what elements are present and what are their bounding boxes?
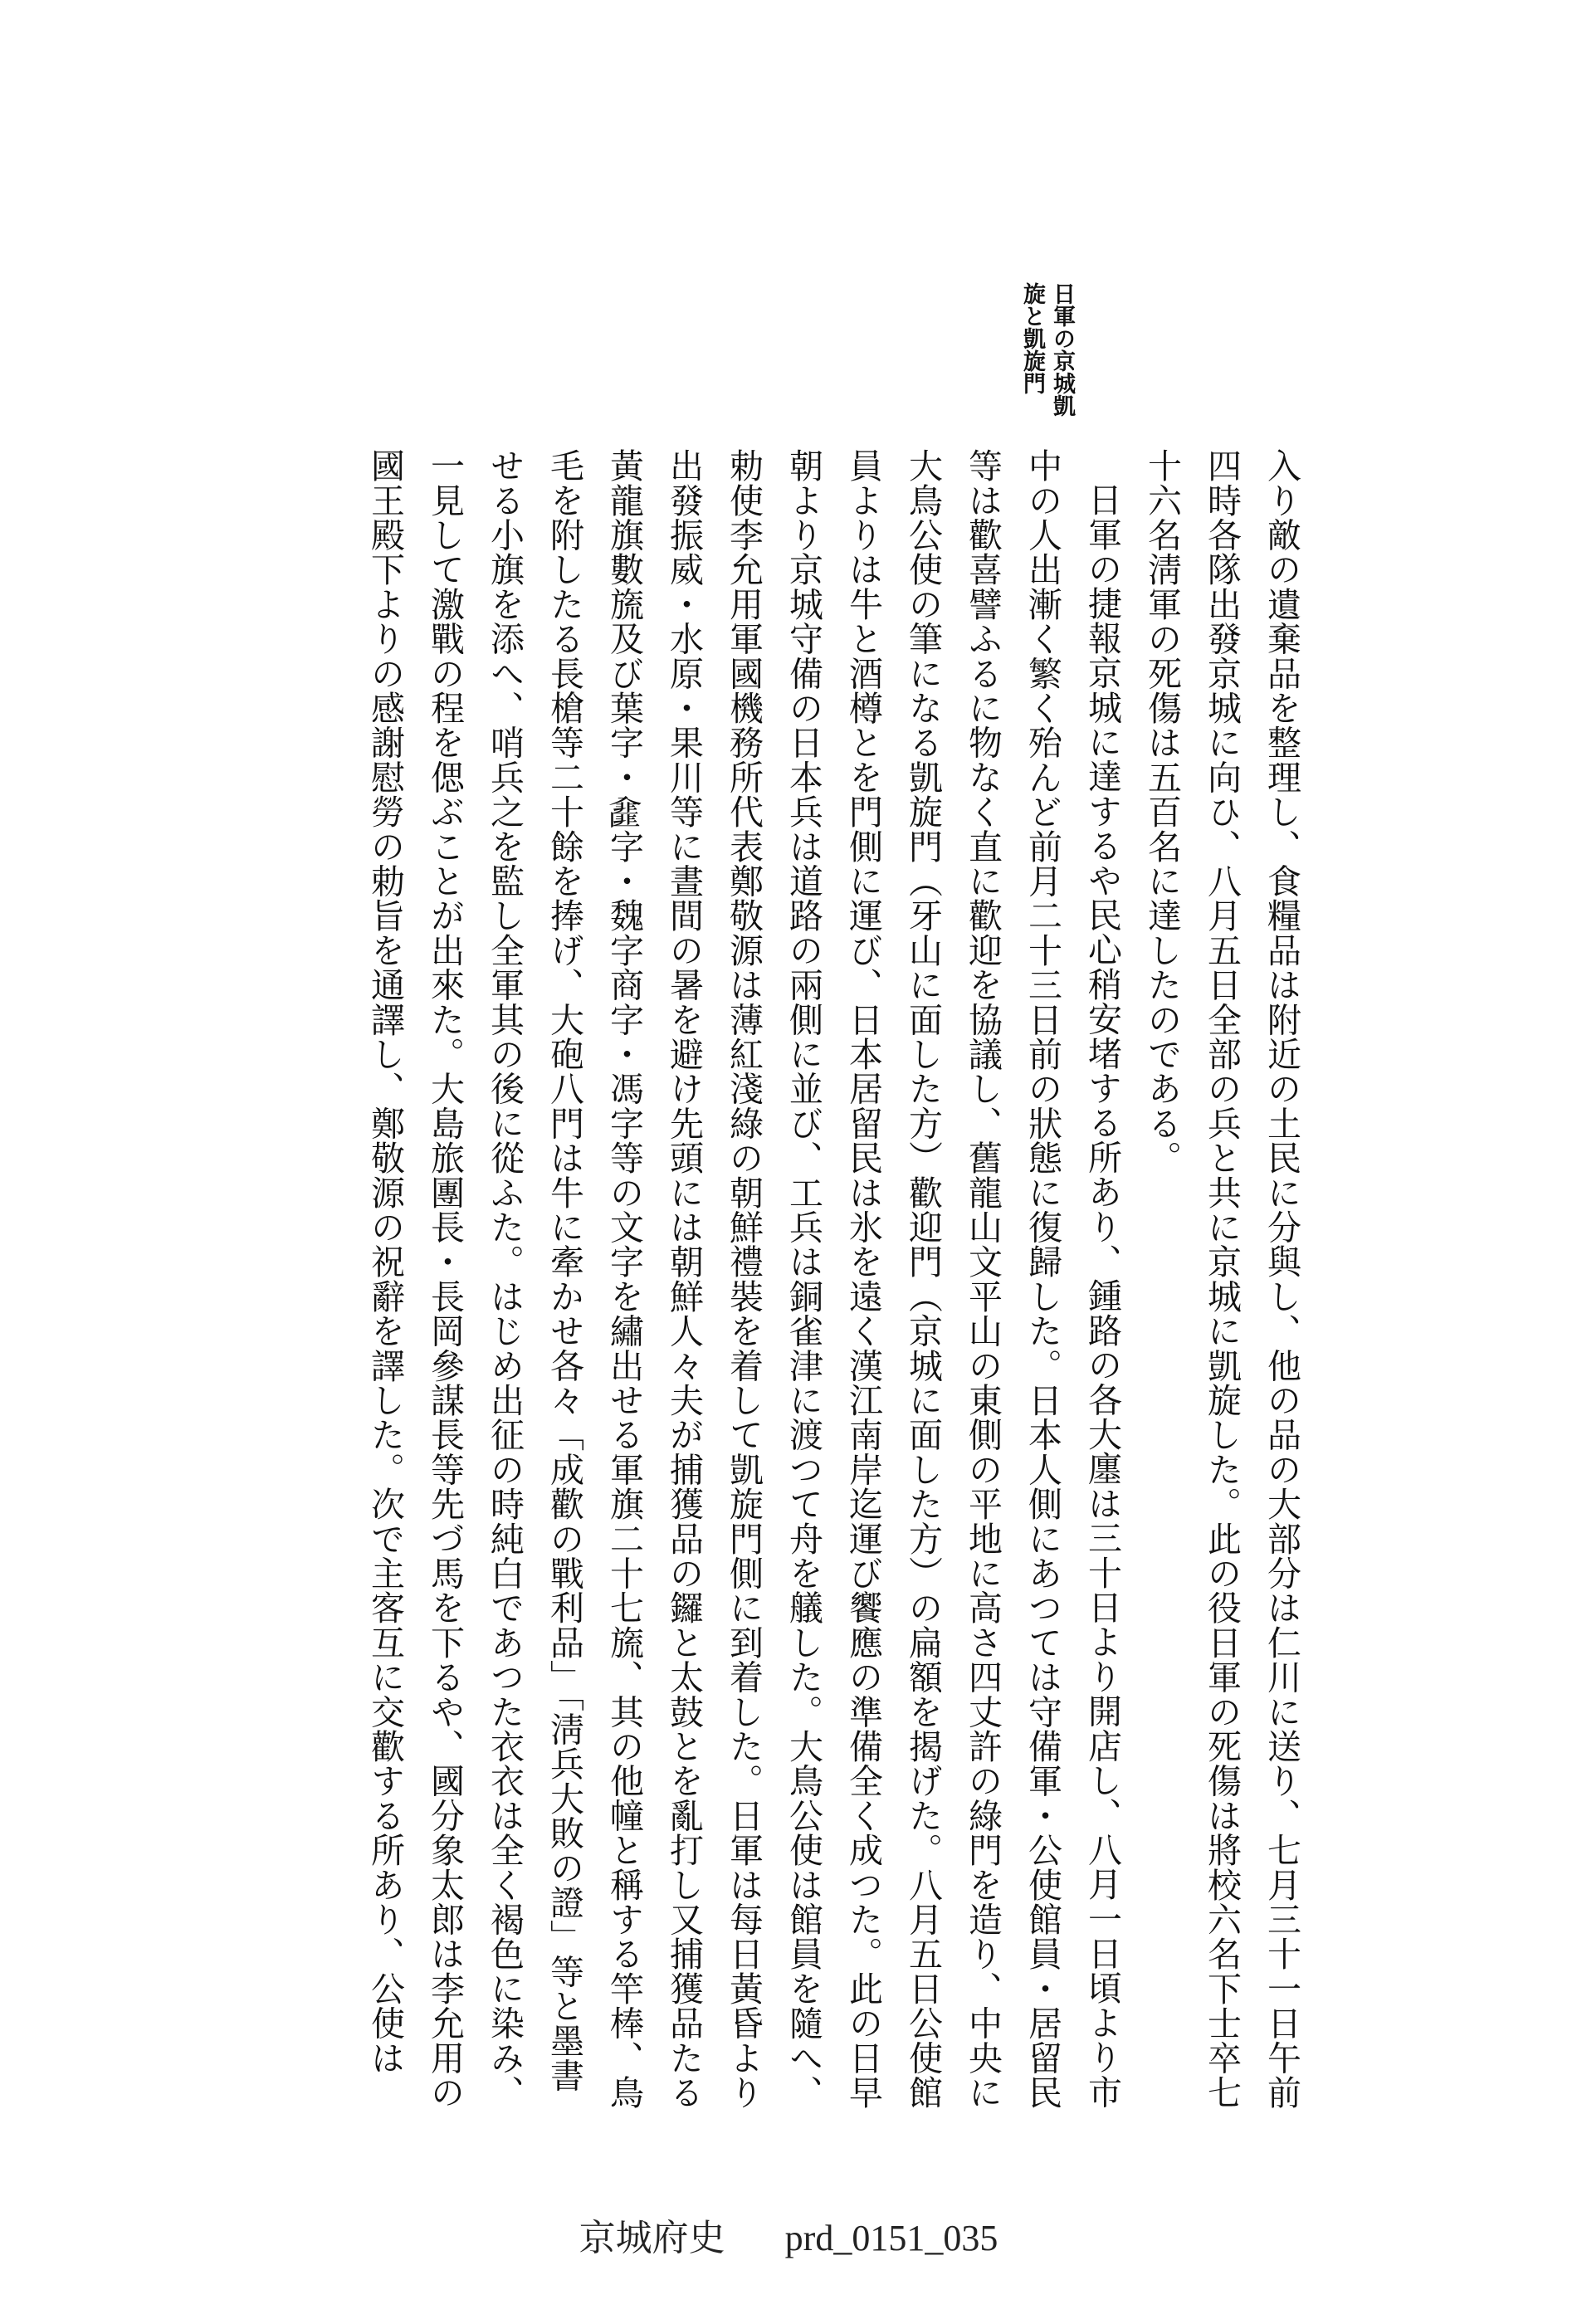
body-text [274, 448, 1311, 2125]
footer-page-code: prd_0151_035 [784, 2218, 998, 2258]
paragraph-1: 入り敵の遺棄品を整理し、食糧品は附近の土民に分與し、他の品の大部分は仁川に送り、七月三十一日午前四時各隊出發京城に向ひ、八月五日全部の兵と共に京城に凱旋した。此の役日軍の死傷は將校六名下士卒七十六名淸軍の死傷は五百名に達したのである。 [1142, 448, 1301, 2110]
side-heading: 日軍の京城凱旋と凱旋門 [1019, 282, 1075, 417]
footer-title: 京城府史 [579, 2218, 725, 2258]
paragraph-2: 日軍の捷報京城に達するや民心稍安堵する所あり、鍾路の各大廛は三十日より開店し、八月一日頃より市中の人出漸く繁く殆んど前月二十三日前の狀態に復歸した。日本人側にあつては守備軍・公使館員・居留民等は歡喜譬ふるに物なく直に歡迎を協議し、舊龍山文平山の東側の平地に高さ四丈許の綠門を造り、中央に大鳥公使の筆になる凱旋門（牙山に面した方）歡迎門（京城に面した方）の扁額を揭げた。八月五日公使館員よりは牛と酒樽とを門側に運び、日本居留民は氷を遠く漢江南岸迄運び饗應の準備全く成つた。此の日早朝より京城守備の日本兵は道路の兩側に並び、工兵は銅雀津に渡つて舟を艤した。大鳥公使は館員を隨へ、勅使李允用軍國機務所代表鄭敬源は薄紅淺綠の朝鮮禮裝を着して凱旋門側に到着した。日軍は每日黃昏より出發振威・水原・果川等に晝間の暑を避け先頭には朝鮮人々夫が捕獲品の鑼と太鼓とを亂打し又捕獲品たる黃龍旗數旒及び葉字・𠓿字・魏字商字・馮字等の文字を繡出せる軍旗二十七旒、其の他幢と稱する竿棒、鳥毛を附したる長槍等二十餘を捧げ、大砲八門は牛に牽かせ各々「成歡の戰利品」「淸兵大敗の證」等と墨書せる小旗を添へ、哨兵之を監し全軍其の後に從ふた。はじめ出征の時純白であつた衣衣は全く褐色に染み、一見して激戰の程を偲ぶことが出來た。大島旅團長・長岡參謀長等先づ馬を下るや、國分象太郎は李允用の國王殿下よりの感謝慰勞の勅旨を通譯し、鄭敬源の祝辭を譯した。次で主客互に交歡する所あり、公使は [365, 448, 1122, 2110]
page-footer [0, 2208, 1577, 2261]
